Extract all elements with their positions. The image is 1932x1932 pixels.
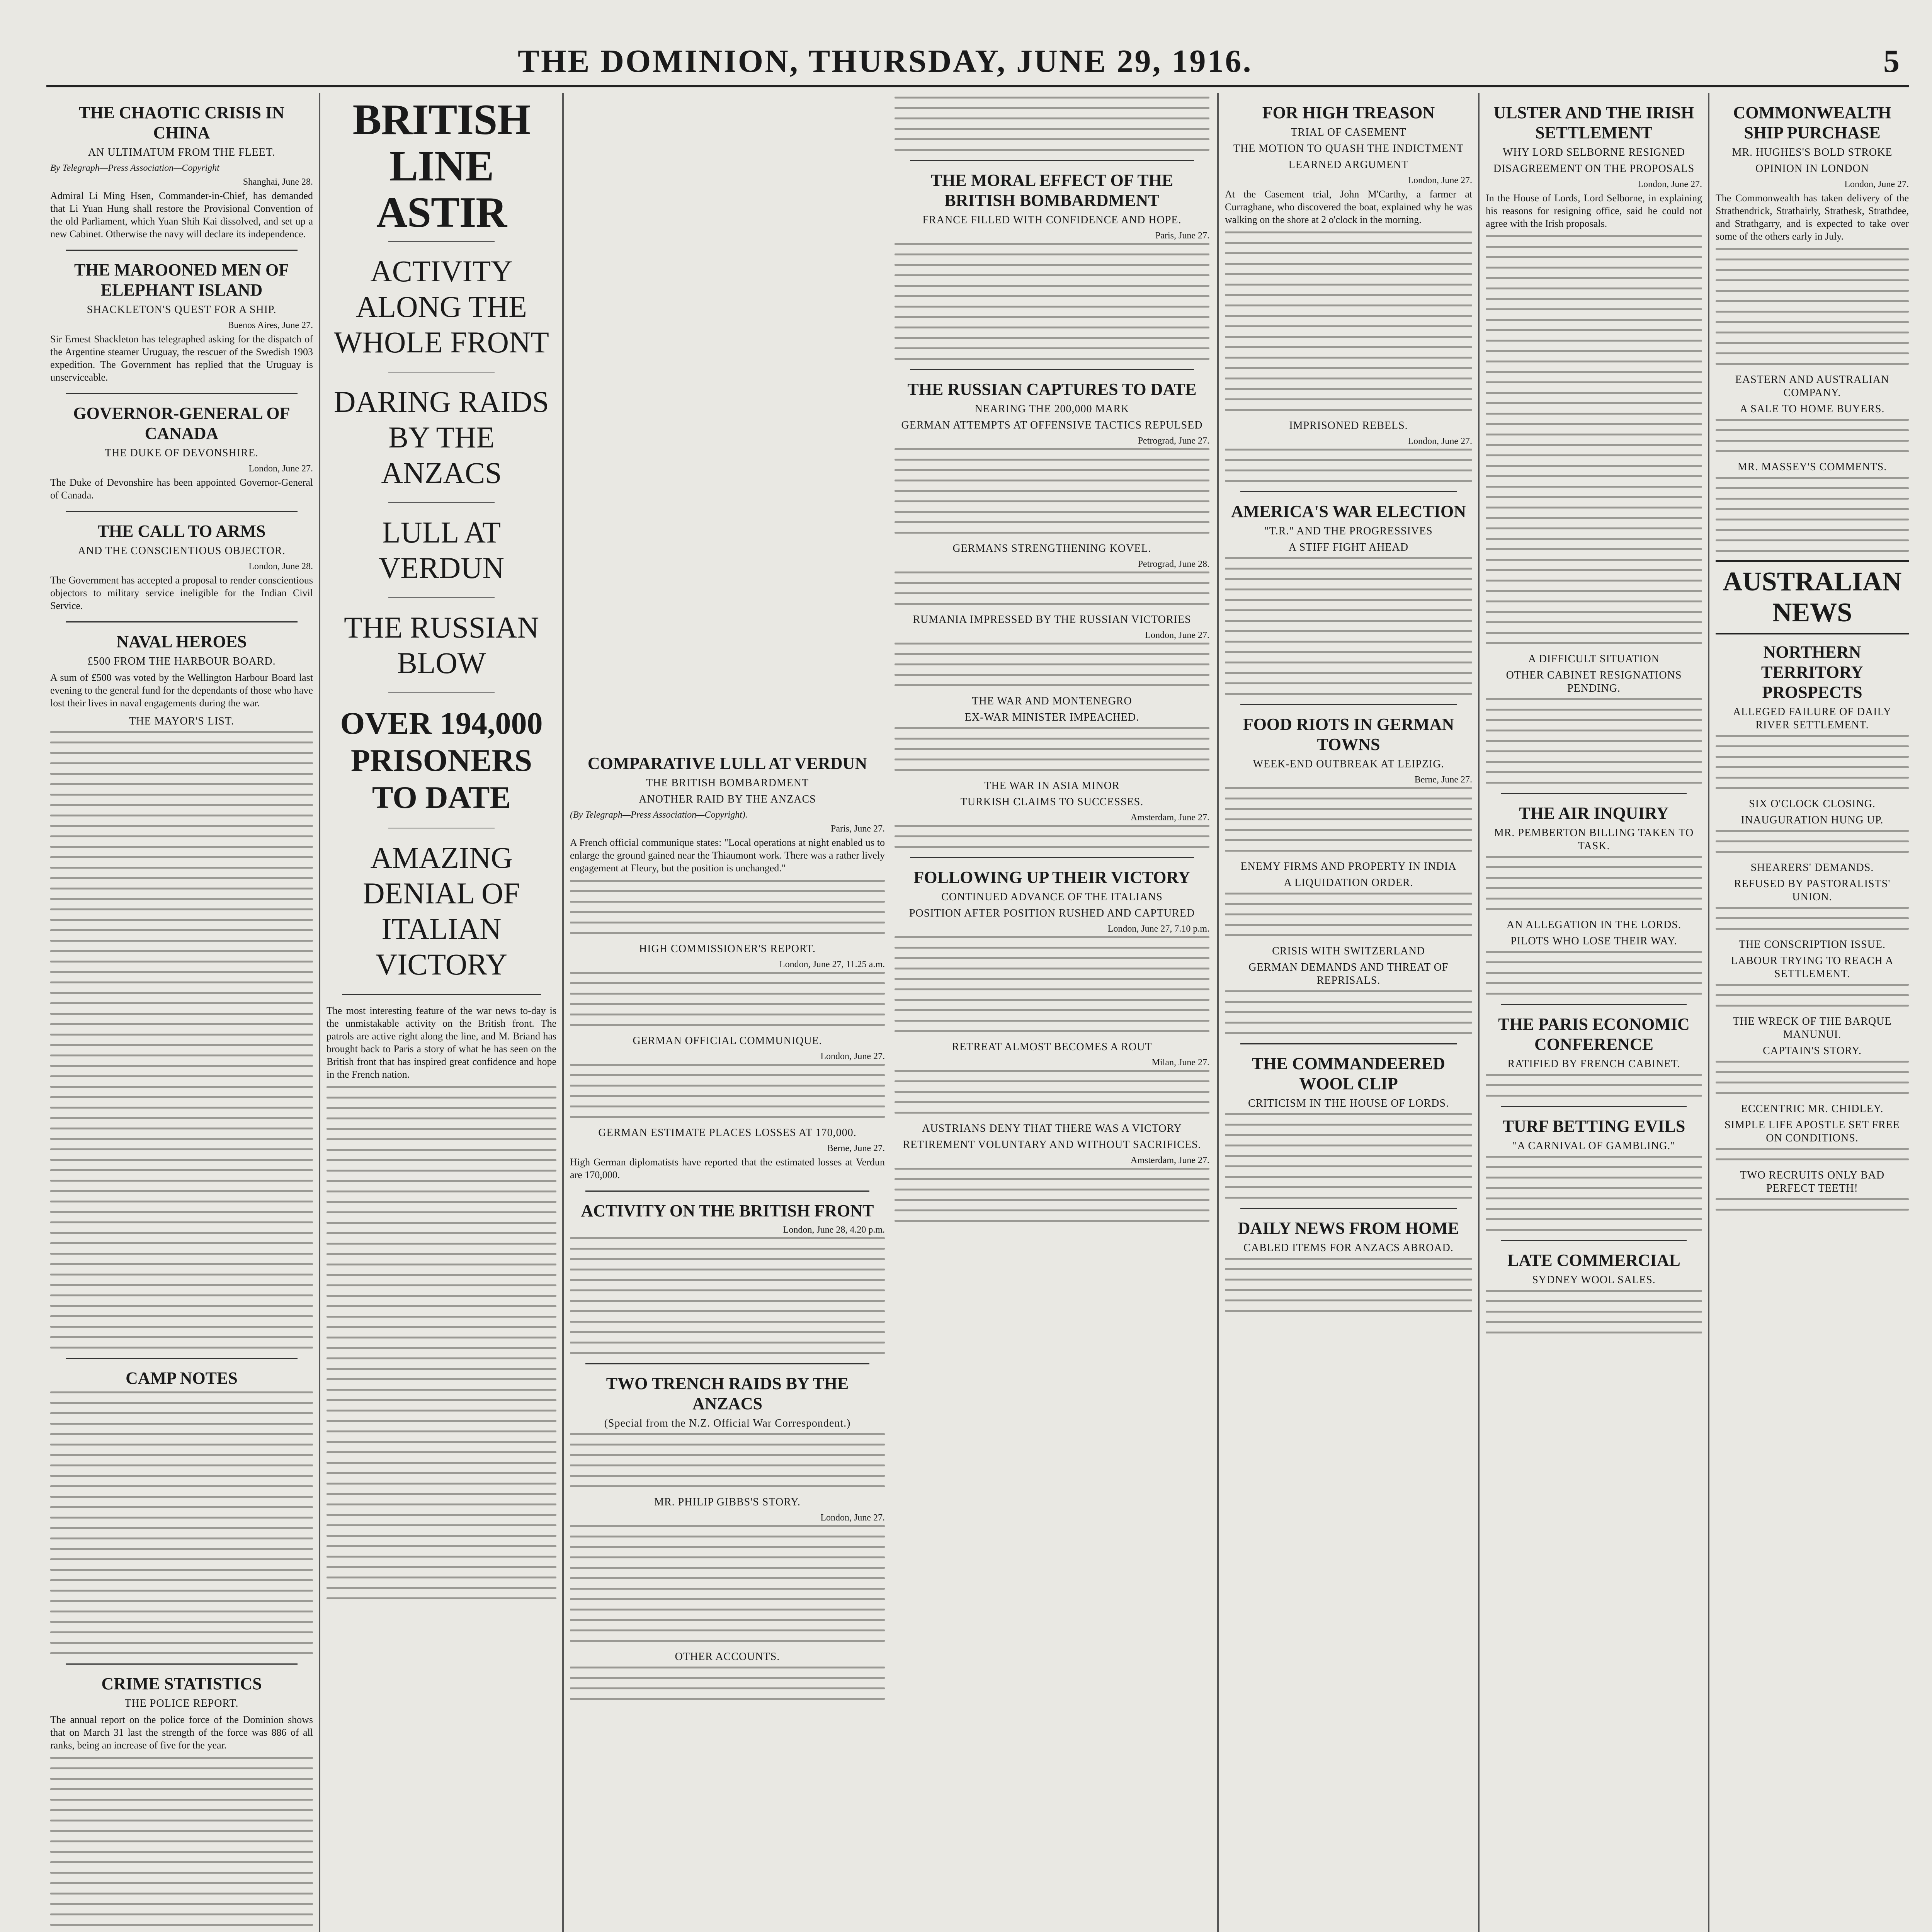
text-block <box>895 727 1209 771</box>
centre-column <box>570 97 1211 1932</box>
text-block <box>1225 1113 1472 1199</box>
text-block <box>895 448 1209 534</box>
dateline: Petrograd, June 27. <box>1138 436 1209 446</box>
text-block <box>570 1064 885 1118</box>
text-block <box>895 97 1209 151</box>
subhead: CAPTAIN'S STORY. <box>1763 1045 1862 1057</box>
subhead: OTHER CABINET RESIGNATIONS PENDING. <box>1506 669 1682 694</box>
text-block <box>570 1667 885 1700</box>
article-body: The Commonwealth has taken delivery of the Strathendrick, Strathairly, Strathesk, Strathdee, and Strathgarry, and is expected to take over some of the others early in July. <box>1716 192 1909 242</box>
text-block <box>1486 235 1702 644</box>
column-rule <box>562 93 564 1932</box>
dateline: London, June 27. <box>1408 436 1472 446</box>
deck-headline: LULL AT VERDUN <box>379 515 504 585</box>
subhead: AN ULTIMATUM FROM THE FLEET. <box>88 146 276 158</box>
headline: GERMAN OFFICIAL COMMUNIQUE. <box>633 1035 822 1047</box>
headline: THE MAYOR'S LIST. <box>129 715 234 727</box>
dateline: Amsterdam, June 27. <box>1131 813 1209 823</box>
divider <box>910 857 1194 858</box>
subhead: SYDNEY WOOL SALES. <box>1532 1274 1656 1286</box>
text-block <box>895 1070 1209 1114</box>
article-body: Sir Ernest Shackleton has telegraphed asking for the dispatch of the Argentine steamer Uruguay, the rescuer of the Swedish 1903 expedition. The Government has replied that the Uruguay is unserviceable. <box>50 333 313 383</box>
headline: OTHER ACCOUNTS. <box>675 1651 780 1663</box>
article-body: The annual report on the police force of the Dominion shows that on March 31 last the strength of the force was 886 of all ranks, being an increase of five for the year. <box>50 1714 313 1751</box>
headline: NORTHERN TERRITORY PROSPECTS <box>1761 643 1864 702</box>
divider <box>66 250 298 251</box>
divider <box>388 692 495 693</box>
subhead: DISAGREEMENT ON THE PROPOSALS <box>1493 163 1695 175</box>
subhead: "A CARNIVAL OF GAMBLING." <box>1512 1140 1675 1152</box>
headline: ULSTER AND THE IRISH SETTLEMENT <box>1493 103 1694 142</box>
subhead: LEARNED ARGUMENT <box>1288 159 1409 171</box>
headline: COMMONWEALTH SHIP PURCHASE <box>1733 103 1891 142</box>
headline: DAILY NEWS FROM HOME <box>1238 1219 1459 1238</box>
headline: THE CALL TO ARMS <box>97 522 266 541</box>
headline: TURF BETTING EVILS <box>1502 1117 1685 1136</box>
dateline: Paris, June 27. <box>1155 231 1209 241</box>
main-headline: BRITISH LINE ASTIR <box>352 97 531 236</box>
subhead: SIMPLE LIFE APOSTLE SET FREE ON CONDITIONS. <box>1725 1119 1900 1144</box>
text-block <box>570 972 885 1026</box>
subhead: GERMAN ATTEMPTS AT OFFENSIVE TACTICS REPULSED <box>901 419 1203 431</box>
headline: RETREAT ALMOST BECOMES A ROUT <box>952 1041 1152 1053</box>
divider <box>1501 1106 1687 1107</box>
column-6 <box>1716 97 1909 1932</box>
divider <box>66 1663 298 1665</box>
text-block <box>570 1525 885 1642</box>
article-body: Admiral Li Ming Hsen, Commander-in-Chief, has demanded that Li Yuan Hung shall restore the Provisional Convention of the old Parliament, which Yuan Shih Kai dissolved, and set up a new Cabinet. Otherwise the navy will declare its independence. <box>50 190 313 240</box>
divider <box>1240 1208 1457 1209</box>
byline: By Telegraph—Press Association—Copyright <box>50 163 219 173</box>
subhead: THE BRITISH BOMBARDMENT <box>646 777 809 789</box>
text-block <box>1716 1198 1909 1211</box>
text-block <box>1486 856 1702 910</box>
divider <box>388 241 495 242</box>
subhead: RETIREMENT VOLUNTARY AND WITHOUT SACRIFICES. <box>903 1139 1201 1151</box>
headline: ACTIVITY ON THE BRITISH FRONT <box>581 1201 874 1220</box>
headline: THE WRECK OF THE BARQUE MANUNUI. <box>1733 1015 1892 1041</box>
masthead <box>46 39 1909 87</box>
text-block <box>1225 557 1472 695</box>
divider <box>342 994 541 995</box>
dateline: London, June 27. <box>820 1513 885 1523</box>
deck-headline: THE RUSSIAN BLOW <box>344 611 539 680</box>
subhead: ANOTHER RAID BY THE ANZACS <box>639 793 816 805</box>
headline: CRIME STATISTICS <box>101 1674 262 1693</box>
text-block <box>1225 231 1472 411</box>
subhead: MR. PEMBERTON BILLING TAKEN TO TASK. <box>1494 827 1694 852</box>
headline: RUMANIA IMPRESSED BY THE RUSSIAN VICTORIES <box>913 614 1191 626</box>
headline: A DIFFICULT SITUATION <box>1528 653 1660 665</box>
headline: LATE COMMERCIAL <box>1507 1251 1680 1270</box>
subhead: "T.R." AND THE PROGRESSIVES <box>1264 525 1433 537</box>
subhead: £500 FROM THE HARBOUR BOARD. <box>87 655 276 667</box>
subhead: AND THE CONSCIENTIOUS OBJECTOR. <box>78 545 286 557</box>
article-body: The Government has accepted a proposal to render conscientious objectors to military service ineligible for the Indian Civil Service. <box>50 575 313 611</box>
headline: NAVAL HEROES <box>116 632 247 651</box>
text-block <box>1486 951 1702 995</box>
text-block <box>50 1391 313 1654</box>
text-block <box>1716 830 1909 853</box>
dateline: London, June 27. <box>248 464 313 474</box>
text-block <box>895 643 1209 686</box>
subhead: SHACKLETON'S QUEST FOR A SHIP. <box>87 304 277 316</box>
intro-body: The most interesting feature of the war news to-day is the unmistakable activity on the British front. The patrols are active right along the line, and M. Briand has brought back to Paris a story of what he has seen on the British front that has inspired great confidence and hope in the French nation. <box>327 1005 556 1080</box>
article-body: High German diplomatists have reported that the estimated losses at Verdun are 170,000. <box>570 1156 885 1180</box>
dateline: London, June 27, 11.25 a.m. <box>779 959 885 969</box>
headline: THE CHAOTIC CRISIS IN CHINA <box>79 103 284 142</box>
text-block <box>50 731 313 1349</box>
subhead: REFUSED BY PASTORALISTS' UNION. <box>1734 878 1891 903</box>
divider <box>66 393 298 394</box>
dateline: London, June 27, 7.10 p.m. <box>1107 924 1209 934</box>
deck-headline: ACTIVITY ALONG THE WHOLE FRONT <box>334 254 549 359</box>
byline: (By Telegraph—Press Association—Copyright). <box>570 810 748 820</box>
dateline: London, June 27. <box>820 1051 885 1061</box>
headline: THE MORAL EFFECT OF THE BRITISH BOMBARDMENT <box>930 171 1173 210</box>
subhead: THE DUKE OF DEVONSHIRE. <box>105 447 259 459</box>
dateline: Petrograd, June 28. <box>1138 559 1209 569</box>
text-block <box>895 825 1209 848</box>
text-block <box>1225 449 1472 482</box>
divider <box>910 160 1194 161</box>
divider <box>1240 491 1457 492</box>
subhead: WEEK-END OUTBREAK AT LEIPZIG. <box>1253 758 1444 770</box>
text-block <box>895 571 1209 605</box>
column-4 <box>1225 97 1472 1932</box>
subhead: MR. HUGHES'S BOLD STROKE <box>1732 146 1893 158</box>
headline: FOR HIGH TREASON <box>1262 103 1435 122</box>
text-block <box>1486 1074 1702 1097</box>
text-block <box>1225 990 1472 1034</box>
dateline: London, June 28, 4.20 p.m. <box>783 1225 885 1235</box>
dateline: Berne, June 27. <box>827 1143 885 1153</box>
subhead: ALLEGED FAILURE OF DAILY RIVER SETTLEMENT. <box>1733 706 1892 731</box>
text-block <box>1716 907 1909 930</box>
headline: FOLLOWING UP THEIR VICTORY <box>913 868 1190 887</box>
subhead: THE MOTION TO QUASH THE INDICTMENT <box>1233 143 1464 155</box>
headline: HIGH COMMISSIONER'S REPORT. <box>639 943 816 955</box>
headline: AN ALLEGATION IN THE LORDS. <box>1507 919 1681 931</box>
article-body: A French official communique states: "Local operations at night enabled us to enlarge the ground gained near the Thiaumont work. There was a rather lively engagement at Fleury, but the position is unchanged." <box>570 837 885 874</box>
subhead: EX-WAR MINISTER IMPEACHED. <box>964 711 1139 723</box>
note: (Special from the N.Z. Official War Correspondent.) <box>604 1417 851 1429</box>
headline: GERMAN ESTIMATE PLACES LOSSES AT 170,000. <box>598 1127 857 1139</box>
headline: THE CONSCRIPTION ISSUE. <box>1738 939 1886 951</box>
column-1 <box>50 97 313 1932</box>
headline: FOOD RIOTS IN GERMAN TOWNS <box>1243 715 1454 754</box>
centre-right <box>895 97 1209 1230</box>
deck-headline: AMAZING DENIAL OF ITALIAN VICTORY <box>363 841 520 981</box>
headline: IMPRISONED REBELS. <box>1289 420 1408 432</box>
page-number: 5 <box>1883 43 1901 79</box>
deck-headline: DARING RAIDS BY THE ANZACS <box>334 385 549 490</box>
divider <box>910 369 1194 370</box>
article-body: The Duke of Devonshire has been appointed Governor-General of Canada. <box>50 477 313 501</box>
dateline: Paris, June 27. <box>831 824 885 834</box>
text-block <box>1716 984 1909 1007</box>
article-body: In the House of Lords, Lord Selborne, in explaining his reasons for resigning office, said he could not agree with the Irish proposals. <box>1486 192 1702 229</box>
dateline: Shanghai, June 28. <box>243 177 313 187</box>
column-rule <box>1708 93 1709 1932</box>
text-block <box>1225 787 1472 852</box>
subhead: RATIFIED BY FRENCH CABINET. <box>1507 1058 1680 1070</box>
headline: THE COMMANDEERED WOOL CLIP <box>1252 1054 1445 1093</box>
subhead: NEARING THE 200,000 MARK <box>975 403 1129 415</box>
subhead: WHY LORD SELBORNE RESIGNED <box>1502 146 1685 158</box>
text-block <box>895 1168 1209 1222</box>
column-rule <box>1217 93 1219 1932</box>
headline: THE WAR AND MONTENEGRO <box>972 695 1132 707</box>
divider <box>1240 1043 1457 1044</box>
divider <box>585 1190 869 1192</box>
text-block <box>895 936 1209 1032</box>
text-block <box>1716 419 1909 452</box>
subhead: TURKISH CLAIMS TO SUCCESSES. <box>960 796 1144 808</box>
divider <box>388 597 495 598</box>
subhead: PILOTS WHO LOSE THEIR WAY. <box>1510 935 1677 947</box>
text-block <box>1716 1061 1909 1094</box>
text-block <box>1716 1148 1909 1160</box>
headline: THE WAR IN ASIA MINOR <box>984 780 1120 792</box>
subhead: POSITION AFTER POSITION RUSHED AND CAPTURED <box>909 907 1195 919</box>
headline: ENEMY FIRMS AND PROPERTY IN INDIA <box>1240 861 1457 872</box>
text-block <box>50 1757 313 1932</box>
text-block <box>327 1086 556 1599</box>
subhead: FRANCE FILLED WITH CONFIDENCE AND HOPE. <box>922 214 1182 226</box>
dateline: London, June 28. <box>248 561 313 571</box>
headline: ECCENTRIC MR. CHIDLEY. <box>1741 1103 1884 1115</box>
headline: SIX O'CLOCK CLOSING. <box>1749 798 1876 810</box>
text-block <box>1716 477 1909 552</box>
divider <box>388 502 495 503</box>
headline: THE RUSSIAN CAPTURES TO DATE <box>907 380 1197 399</box>
divider <box>66 621 298 622</box>
text-block <box>1486 1156 1702 1231</box>
divider <box>66 511 298 512</box>
text-block <box>570 1433 885 1487</box>
text-block <box>895 243 1209 360</box>
article-body: At the Casement trial, John M'Carthy, a farmer at Curraghane, who discovered the boat, explained why he was walking on the shore at 2 o'clock in the morning. <box>1225 189 1472 225</box>
text-block <box>1716 248 1909 365</box>
headline: COMPARATIVE LULL AT VERDUN <box>587 754 867 773</box>
subhead: LABOUR TRYING TO REACH A SETTLEMENT. <box>1731 955 1894 980</box>
text-block <box>1225 893 1472 936</box>
section-banner: AUSTRALIAN NEWS <box>1716 560 1909 634</box>
subhead: THE POLICE REPORT. <box>124 1697 239 1709</box>
dateline: Buenos Aires, June 27. <box>228 320 313 330</box>
column-rule <box>319 93 320 1932</box>
subhead: OPINION IN LONDON <box>1755 163 1869 175</box>
text-block <box>570 880 885 934</box>
headline: MR. PHILIP GIBBS'S STORY. <box>654 1496 801 1508</box>
divider <box>1501 793 1687 794</box>
headline: CAMP NOTES <box>126 1369 238 1388</box>
column-2 <box>327 97 556 1932</box>
text-block <box>1716 735 1909 789</box>
divider <box>1501 1004 1687 1005</box>
subhead: A LIQUIDATION ORDER. <box>1284 877 1413 889</box>
dateline: London, June 27. <box>1145 630 1209 640</box>
headline: GERMANS STRENGTHENING KOVEL. <box>952 543 1151 554</box>
headline: THE AIR INQUIRY <box>1519 804 1669 823</box>
text-block <box>1486 1290 1702 1333</box>
headline: CRISIS WITH SWITZERLAND <box>1272 945 1425 957</box>
headline: AUSTRIANS DENY THAT THERE WAS A VICTORY <box>922 1122 1182 1134</box>
subhead: INAUGURATION HUNG UP. <box>1741 814 1884 826</box>
headline: EASTERN AND AUSTRALIAN COMPANY. <box>1735 374 1889 399</box>
column-rule <box>1478 93 1480 1932</box>
subhead: CRITICISM IN THE HOUSE OF LORDS. <box>1248 1097 1449 1109</box>
dateline: London, June 27. <box>1638 179 1702 189</box>
subhead: TRIAL OF CASEMENT <box>1291 126 1406 138</box>
headline: AMERICA'S WAR ELECTION <box>1231 502 1466 521</box>
subhead: A SALE TO HOME BUYERS. <box>1740 403 1885 415</box>
dateline: Amsterdam, June 27. <box>1131 1155 1209 1165</box>
subhead: CONTINUED ADVANCE OF THE ITALIANS <box>941 891 1163 903</box>
divider <box>585 1363 869 1364</box>
subhead: A STIFF FIGHT AHEAD <box>1288 541 1409 553</box>
article-body: A sum of £500 was voted by the Wellington Harbour Board last evening to the general fund for the dependants of those who have lost their lives in naval engagements during the war. <box>50 672 313 709</box>
text-block <box>1225 1258 1472 1312</box>
headline: SHEARERS' DEMANDS. <box>1750 862 1874 874</box>
headline: THE MAROONED MEN OF ELEPHANT ISLAND <box>74 260 289 299</box>
headline: TWO TRENCH RAIDS BY THE ANZACS <box>606 1374 849 1413</box>
dateline: Milan, June 27. <box>1151 1058 1209 1068</box>
headline: TWO RECRUITS ONLY BAD PERFECT TEETH! <box>1740 1169 1885 1194</box>
subhead: GERMAN DEMANDS AND THREAT OF REPRISALS. <box>1248 961 1449 986</box>
centre-left <box>570 97 885 1708</box>
dateline: London, June 27. <box>1844 179 1909 189</box>
running-title: THE DOMINION, THURSDAY, JUNE 29, 1916. <box>518 43 1253 79</box>
dateline: London, June 27. <box>1408 175 1472 185</box>
text-block <box>1486 698 1702 784</box>
divider <box>1240 704 1457 705</box>
text-block <box>570 1237 885 1354</box>
deck-headline: OVER 194,000 PRISONERS TO DATE <box>340 706 543 815</box>
headline: THE PARIS ECONOMIC CONFERENCE <box>1498 1015 1690 1054</box>
dateline: Berne, June 27. <box>1414 775 1472 785</box>
divider <box>1501 1240 1687 1241</box>
divider <box>66 1358 298 1359</box>
column-5 <box>1486 97 1702 1932</box>
headline: GOVERNOR-GENERAL OF CANADA <box>73 404 290 443</box>
headline: MR. MASSEY'S COMMENTS. <box>1737 461 1887 473</box>
subhead: CABLED ITEMS FOR ANZACS ABROAD. <box>1243 1242 1454 1254</box>
